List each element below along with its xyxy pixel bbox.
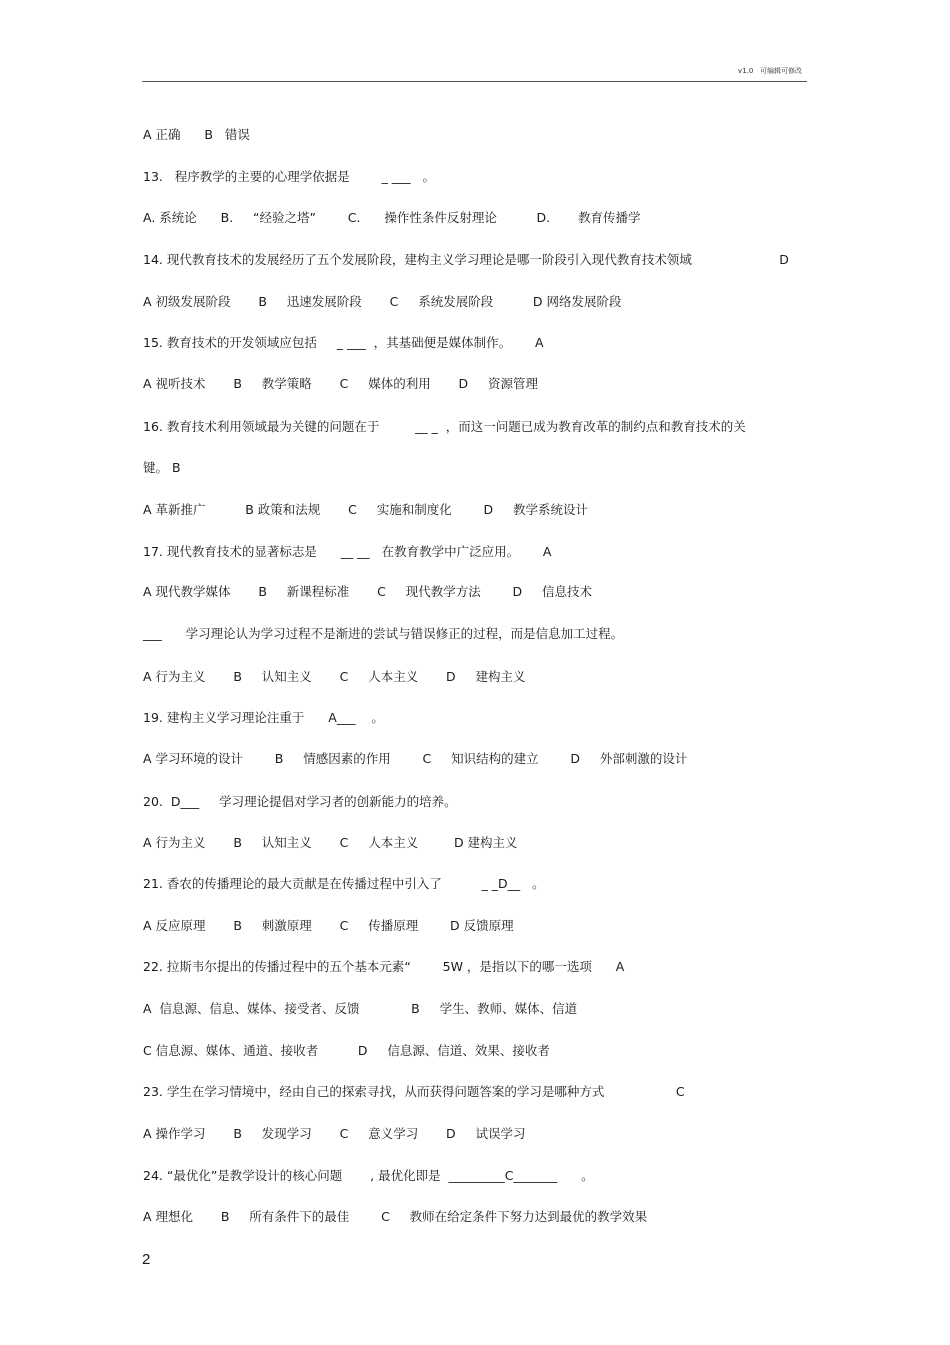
question-13: 13. 程序教学的主要的心理学依据是 _ ___ 。	[143, 169, 435, 184]
options-17: A 现代教学媒体 B 新课程标准 C 现代教学方法 D 信息技术	[143, 584, 592, 599]
options-14: A 初级发展阶段 B 迅速发展阶段 C 系统发展阶段 D 网络发展阶段	[143, 294, 622, 309]
question-22: 22. 拉斯韦尔提出的传播过程中的五个基本元素“ 5W ，是指以下的哪一选项 A	[143, 959, 625, 974]
text-line: A 正确 B 错误	[143, 127, 250, 142]
question-23: 23. 学生在学习情境中，经由自己的探索寻找，从而获得问题答案的学习是哪种方式 C	[143, 1084, 685, 1099]
question-15: 15. 教育技术的开发领域应包括 _ ___ ，其基础便是媒体制作。 A	[143, 335, 544, 350]
options-16: A 革新推广 B 政策和法规 C 实施和制度化 D 教学系统设计	[143, 502, 588, 517]
options-22b: C 信息源、媒体、通道、接收者 D 信息源、信道、效果、接收者	[143, 1043, 550, 1058]
options-19: A 学习环境的设计 B 情感因素的作用 C 知识结构的建立 D 外部刺激的设计	[143, 751, 688, 766]
question-24: 24. “最优化”是教学设计的核心问题 , 最优化即是 _________C_______ 。	[143, 1168, 594, 1183]
options-21: A 反应原理 B 刺激原理 C 传播原理 D 反馈原理	[143, 918, 514, 933]
question-17: 17. 现代教育技术的显著标志是 __ __ 在教育教学中广泛应用。 A	[143, 544, 552, 559]
options-23: A 操作学习 B 发现学习 C 意义学习 D 试误学习	[143, 1126, 526, 1141]
options-24: A 理想化 B 所有条件下的最佳 C 教师在给定条件下努力达到最优的教学效果	[143, 1209, 648, 1224]
question-20: 20. D___ 学习理论提倡对学习者的创新能力的培养。	[143, 794, 457, 809]
question-16-cont: 键。 B	[143, 460, 181, 475]
options-20: A 行为主义 B 认知主义 C 人本主义 D 建构主义	[143, 835, 518, 850]
options-13: A. 系统论 B. “经验之塔” C. 操作性条件反射理论 D. 教育传播学	[143, 210, 641, 225]
options-22a: A 信息源、信息、媒体、接受者、反馈 B 学生、教师、媒体、信道	[143, 1001, 578, 1016]
options-15: A 视听技术 B 教学策略 C 媒体的利用 D 资源管理	[143, 376, 538, 391]
question-18: ___ 学习理论认为学习过程不是渐进的尝试与错误修正的过程，而是信息加工过程。	[143, 626, 624, 641]
question-14: 14. 现代教育技术的发展经历了五个发展阶段，建构主义学习理论是哪一阶段引入现代教育技术领域 D	[143, 252, 789, 267]
page-number: 2	[142, 1251, 151, 1268]
question-16: 16. 教育技术利用领域最为关键的问题在于 __ _ ，而这一问题已成为教育改革的制约点和教育技术的关	[143, 419, 746, 434]
question-21: 21. 香农的传播理论的最大贡献是在传播过程中引入了 _ _D__ 。	[143, 876, 545, 891]
header-rule	[142, 81, 807, 82]
question-19: 19. 建构主义学习理论注重于 A___ 。	[143, 710, 384, 725]
header-note: v1.0 可编辑可修改	[738, 67, 802, 75]
options-18: A 行为主义 B 认知主义 C 人本主义 D 建构主义	[143, 669, 526, 684]
